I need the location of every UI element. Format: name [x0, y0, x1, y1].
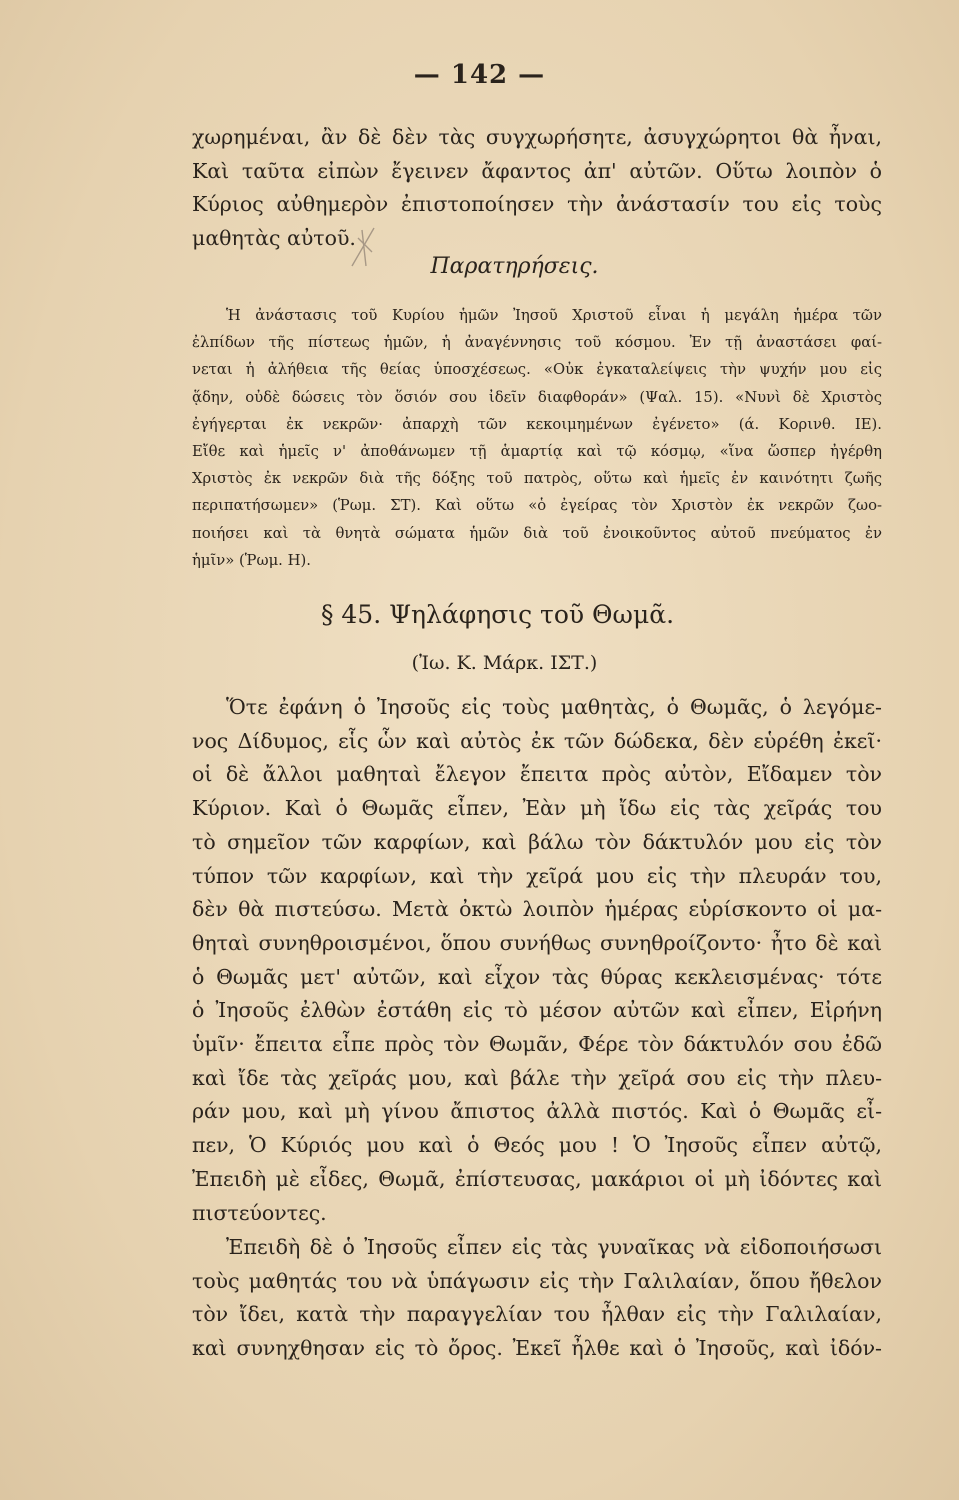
- text-line: πεν, Ὁ Κύριός μου καὶ ὁ Θεός μου ! Ὁ Ἰησοῦς εἶπεν αὐτῷ,: [192, 1133, 882, 1158]
- text-line: ὁ Ἰησοῦς ἐλθὼν ἐστάθη εἰς τὸ μέσον αὐτῶν καὶ εἶπεν, Εἰρήνη: [192, 998, 882, 1023]
- text-line: τὸν ἴδει, κατὰ τὴν παραγγελίαν του ἦλθαν εἰς τὴν Γαλιλαίαν,: [192, 1302, 882, 1327]
- observations-note: [192, 302, 882, 574]
- text-line: Κύριος αὐθημερὸν ἐπιστοποίησεν τὴν ἀνάστασίν του εἰς τοὺς: [192, 192, 882, 217]
- note-line: ᾅδην, οὐδὲ δώσεις τὸν ὅσιόν σου ἰδεῖν διαφθοράν» (Ψαλ. 15). «Νυνὶ δὲ Χριστὸς: [192, 388, 882, 406]
- text-line: πιστεύοντες.: [192, 1200, 327, 1225]
- text-line: δὲν θὰ πιστεύσω. Μετὰ ὀκτὼ λοιπὸν ἡμέρας εὑρίσκοντο οἱ μα-: [192, 897, 882, 922]
- section-title: § 45. Ψηλάφησις τοῦ Θωμᾶ.: [320, 600, 675, 629]
- note-line: ποιήσει καὶ τὰ θνητὰ σώματα ἡμῶν διὰ τοῦ ἐνοικοῦντος αὐτοῦ πνεύματος ἐν: [192, 524, 882, 542]
- note-line: Εἴθε καὶ ἡμεῖς ν' ἀποθάνωμεν τῇ ἁμαρτίᾳ καὶ τῷ κόσμῳ, «ἵνα ὥσπερ ἠγέρθη: [192, 443, 882, 461]
- text-line: καὶ ἴδε τὰς χεῖράς μου, καὶ βάλε τὴν χεῖρά σου εἰς τὴν πλευ-: [192, 1065, 882, 1090]
- observations-heading: Παρατηρήσεις.: [430, 254, 599, 279]
- text-line: τὸ σημεῖον τῶν καρφίων, καὶ βάλω τὸν δάκτυλόν μου εἰς τὸν: [192, 829, 882, 854]
- text-line: μαθητὰς αὐτοῦ.: [192, 226, 356, 251]
- note-line: ἐγήγερται ἐκ νεκρῶν· ἀπαρχὴ τῶν κεκοιμημένων ἐγένετο» (ά. Κορινθ. ΙΕ).: [192, 415, 882, 433]
- text-line: ὑμῖν· ἔπειτα εἶπε πρὸς τὸν Θωμᾶν, Φέρε τὸν δάκτυλόν σου ἐδῶ: [192, 1032, 882, 1057]
- text-line: Ἐπειδὴ μὲ εἶδες, Θωμᾶ, ἐπίστευσας, μακάριοι οἱ μὴ ἰδόντες καὶ: [192, 1166, 882, 1191]
- note-line: Χριστὸς ἐκ νεκρῶν διὰ τῆς δόξης τοῦ πατρὸς, οὕτω καὶ ἡμεῖς ἐν καινότητι ζωῆς: [192, 470, 882, 488]
- text-line: τύπον τῶν καρφίων, καὶ τὴν χεῖρά μου εἰς τὴν πλευράν του,: [192, 863, 882, 888]
- text-line: Καὶ ταῦτα εἰπὼν ἔγεινεν ἄφαντος ἀπ' αὐτῶν. Οὕτω λοιπὸν ὁ: [192, 158, 882, 183]
- text-line: τοὺς μαθητάς του νὰ ὑπάγωσιν εἰς τὴν Γαλιλαίαν, ὅπου ἤθελον: [192, 1268, 882, 1293]
- note-line: περιπατήσωμεν» (Ῥωμ. ΣΤ). Καὶ οὕτω «ὁ ἐγείρας τὸν Χριστὸν ἐκ νεκρῶν ζωο-: [192, 497, 882, 515]
- text-line: καὶ συνηχθησαν εἰς τὸ ὄρος. Ἐκεῖ ἦλθε καὶ ὁ Ἰησοῦς, καὶ ἰδόν-: [192, 1336, 882, 1361]
- text-line: οἱ δὲ ἄλλοι μαθηταὶ ἔλεγον ἔπειτα πρὸς αὐτὸν, Εἴδαμεν τὸν: [192, 762, 882, 787]
- second-paragraph: [192, 1231, 882, 1366]
- text-line: νος Δίδυμος, εἷς ὧν καὶ αὐτὸς ἐκ τῶν δώδεκα, δὲν εὑρέθη ἐκεῖ·: [192, 728, 882, 753]
- text-line: ὁ Θωμᾶς μετ' αὐτῶν, καὶ εἶχον τὰς θύρας κεκλεισμένας· τότε: [192, 964, 882, 989]
- note-line: ἡμῖν» (Ῥωμ. Η).: [192, 551, 311, 569]
- note-line: Ἡ ἀνάστασις τοῦ Κυρίου ἡμῶν Ἰησοῦ Χριστοῦ εἶναι ἡ μεγάλη ἡμέρα τῶν: [226, 307, 882, 324]
- text-line: χωρημέναι, ἂν δὲ δὲν τὰς συγχωρήσητε, ἀσυγχώρητοι θὰ ἦναι,: [192, 125, 882, 149]
- intro-paragraph: [192, 121, 882, 256]
- text-line: θηταὶ συνηθροισμένοι, ὅπου συνήθως συνηθροίζοντο· ἦτο δὲ καὶ: [192, 930, 882, 955]
- main-paragraph: [192, 691, 882, 1230]
- page-number: — 142 —: [413, 60, 546, 90]
- text-line: Ἐπειδὴ δὲ ὁ Ἰησοῦς εἶπεν εἰς τὰς γυναῖκας νὰ εἰδοποιήσωσι: [226, 1235, 882, 1259]
- text-line: ράν μου, καὶ μὴ γίνου ἄπιστος ἀλλὰ πιστός. Καὶ ὁ Θωμᾶς εἶ-: [192, 1099, 882, 1124]
- note-line: ἐλπίδων τῆς πίστεως ἡμῶν, ἡ ἀναγέννησις τοῦ κόσμου. Ἐν τῇ ἀναστάσει φαί-: [192, 334, 882, 352]
- text-line: Κύριον. Καὶ ὁ Θωμᾶς εἶπεν, Ἐὰν μὴ ἴδω εἰς τὰς χεῖράς του: [192, 796, 882, 821]
- text-line: Ὅτε ἐφάνη ὁ Ἰησοῦς εἰς τοὺς μαθητὰς, ὁ Θωμᾶς, ὁ λεγόμε-: [226, 695, 882, 719]
- section-reference: (Ἰω. Κ. Μάρκ. ΙΣΤ.): [411, 652, 598, 674]
- note-line: νεται ἡ ἀλήθεια τῆς θείας ὑποσχέσεως. «Οὐκ ἐγκαταλείψεις τὴν ψυχήν μου εἰς: [192, 361, 882, 379]
